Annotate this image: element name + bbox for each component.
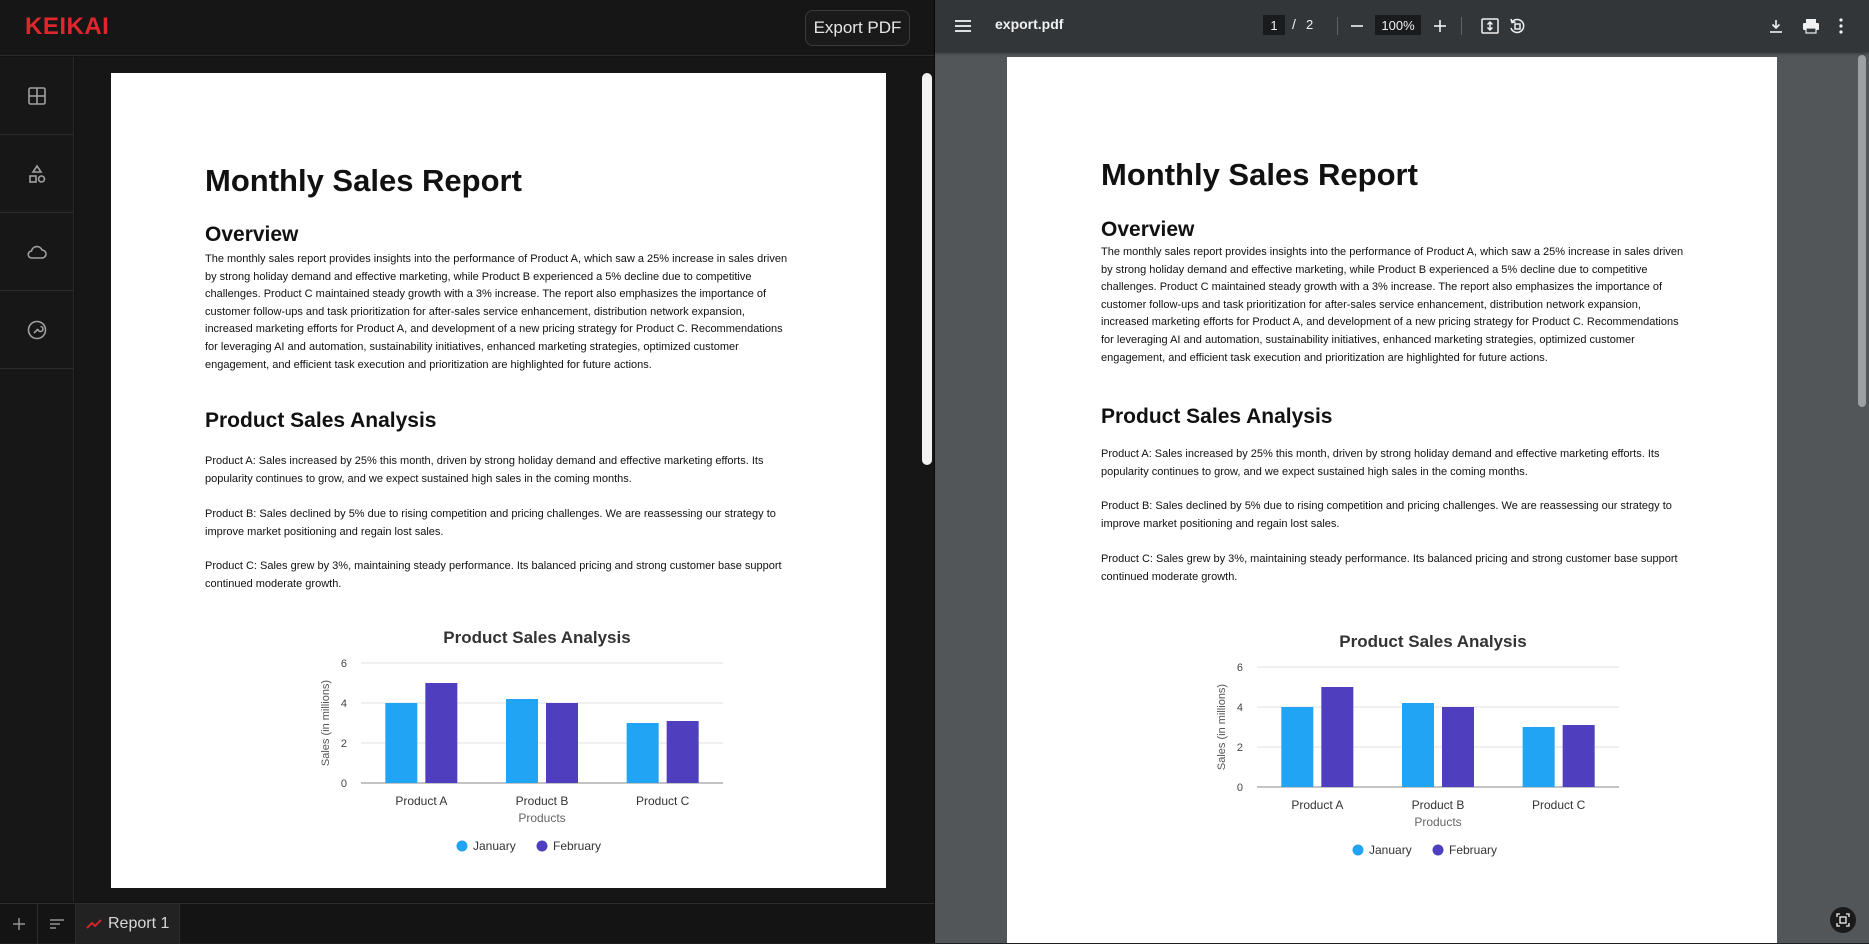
more-options-button[interactable] xyxy=(1831,16,1851,36)
tab-report-1[interactable] xyxy=(76,904,180,944)
app-logo: KEIKAI xyxy=(25,13,110,40)
plus-icon xyxy=(1433,19,1447,33)
legend-label-february: February xyxy=(553,839,602,853)
rail-item-grid[interactable] xyxy=(0,57,74,135)
bar-january-product-b xyxy=(1402,703,1434,787)
sheet-tab-bar xyxy=(0,903,934,943)
y-axis-label: Sales (in millions) xyxy=(320,679,332,767)
print-icon xyxy=(1802,18,1820,34)
product-c-paragraph: Product C: Sales grew by 3%, maintaining steady performance. Its balanced pricing and strong customer base support continued moderate growth. xyxy=(205,560,782,590)
tab-label: Report 1 xyxy=(108,915,170,932)
fit-page-icon xyxy=(1481,18,1499,34)
rail-item-cloud[interactable] xyxy=(0,213,74,291)
product-a-paragraph: Product A: Sales increased by 25% this month, driven by strong holiday demand and effective marketing efforts. Its popularity continues to grow, and we expect sustained high sales in the coming months. xyxy=(205,455,764,485)
sales-chart xyxy=(261,623,741,888)
chart-title: Product Sales Analysis xyxy=(443,628,631,647)
bar-january-product-a xyxy=(385,703,417,783)
report-title: Monthly Sales Report xyxy=(205,163,522,198)
x-tick-label: Product C xyxy=(1531,798,1586,812)
y-tick-label: 4 xyxy=(340,698,347,710)
y-tick-label: 0 xyxy=(1236,782,1243,794)
chart-title: Product Sales Analysis xyxy=(1339,632,1527,651)
y-axis-label: Sales (in millions) xyxy=(1216,683,1228,771)
y-tick-label: 0 xyxy=(340,778,347,790)
page-total: 2 xyxy=(1306,17,1314,32)
plus-icon xyxy=(12,917,26,931)
rotate-button[interactable] xyxy=(1507,16,1527,36)
print-button[interactable] xyxy=(1801,16,1821,36)
rotate-icon xyxy=(1508,17,1526,35)
legend-label-january: January xyxy=(1369,843,1412,857)
legend-marker-february xyxy=(1433,845,1444,856)
bar-january-product-c xyxy=(1523,727,1555,787)
y-tick-label: 6 xyxy=(1236,662,1243,674)
bar-february-product-c xyxy=(667,721,699,783)
side-rail xyxy=(0,57,74,902)
download-button[interactable] xyxy=(1766,16,1786,36)
product-b-paragraph: Product B: Sales declined by 5% due to rising competition and pricing challenges. We are reassessing our strategy to improve market positioning and regain lost sales. xyxy=(1101,500,1672,530)
sales-chart xyxy=(1157,627,1637,907)
y-tick-label: 2 xyxy=(1236,742,1243,754)
analysis-heading: Product Sales Analysis xyxy=(205,409,437,432)
bar-february-product-b xyxy=(1442,707,1474,787)
x-tick-label: Product A xyxy=(1291,798,1344,812)
zoom-out-button[interactable] xyxy=(1347,16,1367,36)
bar-february-product-a xyxy=(1321,687,1353,787)
fit-page-button[interactable] xyxy=(1480,16,1500,36)
bar-january-product-b xyxy=(506,699,538,783)
hamburger-icon xyxy=(954,19,972,33)
overview-heading: Overview xyxy=(205,223,299,246)
x-tick-label: Product A xyxy=(395,794,448,808)
minus-icon xyxy=(1350,19,1364,33)
zoom-level-input[interactable]: 100% xyxy=(1375,15,1421,35)
screen-capture-button[interactable] xyxy=(1830,907,1856,933)
app-header xyxy=(0,0,934,56)
product-a-paragraph: Product A: Sales increased by 25% this month, driven by strong holiday demand and effective marketing efforts. Its popularity continues to grow, and we expect sustained high sales in the coming months. xyxy=(1101,448,1660,478)
pdf-toolbar xyxy=(935,0,1869,52)
page-separator: / xyxy=(1292,16,1296,32)
trend-chart-icon xyxy=(86,918,102,930)
legend-marker-january xyxy=(457,841,468,852)
bar-february-product-b xyxy=(546,703,578,783)
x-axis-label: Products xyxy=(518,811,566,825)
overview-paragraph: The monthly sales report provides insights into the performance of Product A, which saw a 25% increase in sales driven by strong holiday demand and effective marketing, while Product B experienced a 5% decline due to competitive challenges. Product C maintained steady growth with a 3% increase. The report also emphasizes the importance of customer follow-ups and task prioritization for after-sales service enhancement, distribution network expansion, increased marketing efforts for Product A, and development of a new pricing strategy for Product C. Recommendations for leveraging AI and automation, sustainability initiatives, enhanced marketing strategies, optimized customer engagement, and efficient task execution and prioritization are highlighted for future actions. xyxy=(1101,246,1684,364)
sheet-list-button[interactable] xyxy=(38,904,76,944)
y-tick-label: 4 xyxy=(1236,702,1243,714)
toolbar-separator xyxy=(1461,17,1462,35)
x-tick-label: Product C xyxy=(635,794,690,808)
report-title: Monthly Sales Report xyxy=(1101,157,1418,192)
y-tick-label: 2 xyxy=(340,738,347,750)
cloud-icon xyxy=(25,240,49,264)
rail-item-tools[interactable] xyxy=(0,291,74,369)
pdf-viewer xyxy=(935,0,1869,943)
overview-paragraph: The monthly sales report provides insights into the performance of Product A, which saw a 25% increase in sales driven by strong holiday demand and effective marketing, while Product B experienced a 5% decline due to competitive challenges. Product C maintained steady growth with a 3% increase. The report also emphasizes the importance of customer follow-ups and task prioritization for after-sales service enhancement, distribution network expansion, increased marketing efforts for Product A, and development of a new pricing strategy for Product C. Recommendations for leveraging AI and automation, sustainability initiatives, enhanced marketing strategies, optimized customer engagement, and efficient task execution and prioritization are highlighted for future actions. xyxy=(205,253,788,371)
zoom-in-button[interactable] xyxy=(1430,16,1450,36)
shapes-icon xyxy=(25,162,49,186)
product-c-paragraph: Product C: Sales grew by 3%, maintaining steady performance. Its balanced pricing and strong customer base support continued moderate growth. xyxy=(1101,553,1678,583)
menu-button[interactable] xyxy=(953,16,973,36)
analysis-heading: Product Sales Analysis xyxy=(1101,405,1333,428)
x-axis-label: Products xyxy=(1414,815,1462,829)
report-page xyxy=(111,73,886,888)
page-number-input[interactable]: 1 xyxy=(1263,15,1285,35)
y-tick-label: 6 xyxy=(340,658,347,670)
report-editor-app xyxy=(0,0,934,943)
rail-item-shapes[interactable] xyxy=(0,135,74,213)
add-sheet-button[interactable] xyxy=(0,904,38,944)
bar-january-product-c xyxy=(627,723,659,783)
legend-marker-january xyxy=(1353,845,1364,856)
list-icon xyxy=(49,918,65,930)
legend-marker-february xyxy=(537,841,548,852)
viewer-scrollbar[interactable] xyxy=(1858,55,1866,407)
editor-scrollbar[interactable] xyxy=(922,73,932,465)
x-tick-label: Product B xyxy=(1411,798,1465,812)
pdf-filename: export.pdf xyxy=(995,16,1064,32)
legend-label-january: January xyxy=(473,839,516,853)
bar-february-product-c xyxy=(1563,725,1595,787)
kebab-menu-icon xyxy=(1839,18,1843,34)
overview-heading: Overview xyxy=(1101,218,1195,241)
capture-icon xyxy=(1836,913,1850,927)
export-pdf-button[interactable]: Export PDF xyxy=(805,10,910,46)
product-b-paragraph: Product B: Sales declined by 5% due to rising competition and pricing challenges. We are reassessing our strategy to improve market positioning and regain lost sales. xyxy=(205,508,776,538)
toolbar-separator xyxy=(1337,17,1338,35)
bar-february-product-a xyxy=(425,683,457,783)
tool-icon xyxy=(25,318,49,342)
pdf-page xyxy=(1007,57,1777,943)
download-icon xyxy=(1768,18,1784,34)
bar-january-product-a xyxy=(1281,707,1313,787)
grid-icon xyxy=(25,84,49,108)
legend-label-february: February xyxy=(1449,843,1498,857)
x-tick-label: Product B xyxy=(515,794,569,808)
